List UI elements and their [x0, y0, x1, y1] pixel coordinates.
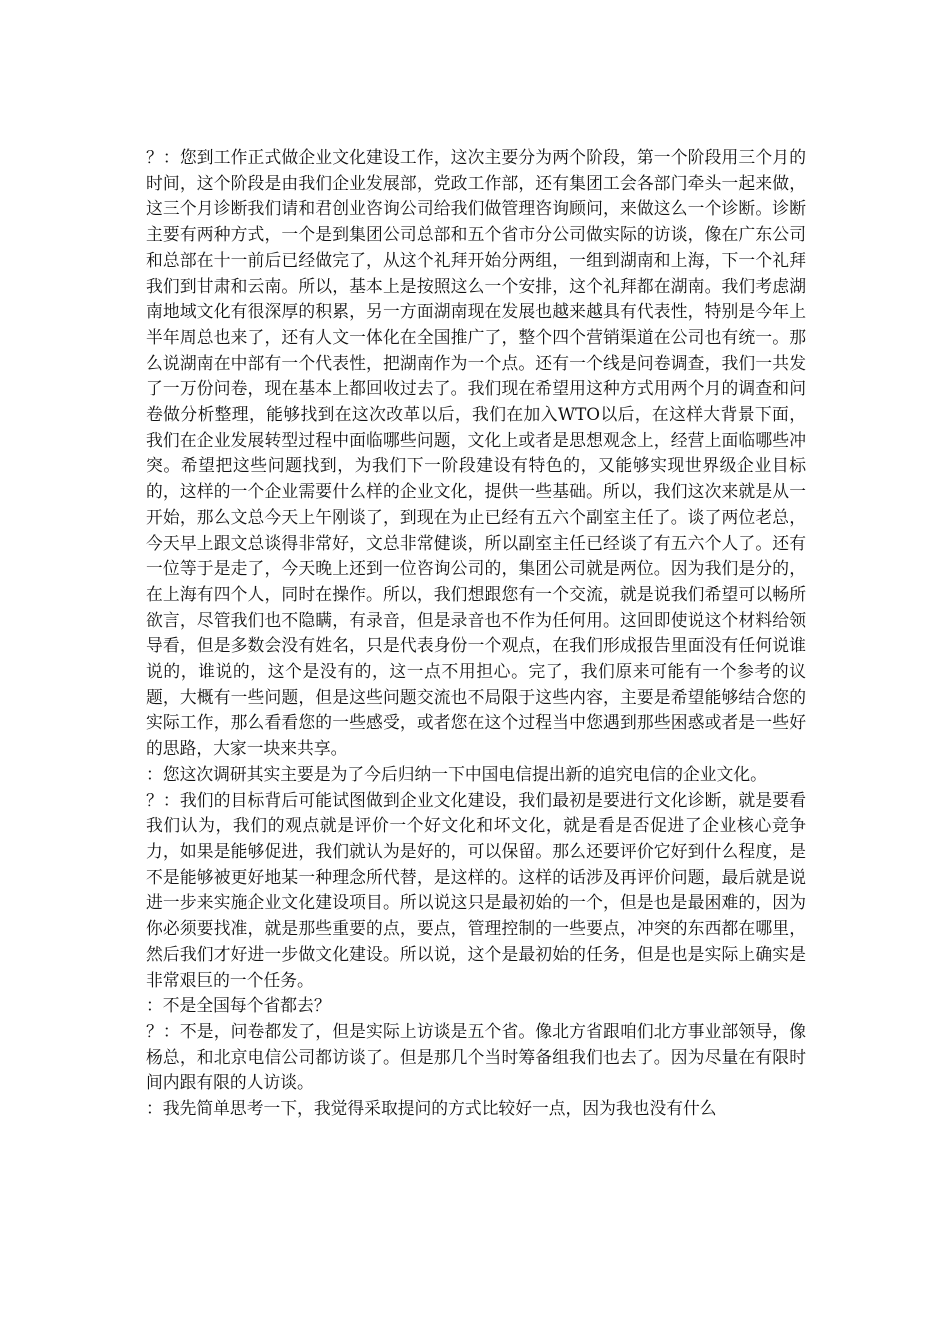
paragraph-interviewee-provinces: ：不是全国每个省都去？	[146, 995, 331, 1016]
paragraph-interviewer-intro: ？：您到工作正式做企业文化建设工作，这次主要分为两个阶段，第一个阶段用三个月的时间，这个阶段是由我们企业发展部，党政工作部，还有集团工会各部门牵头一起来做，这三个月诊断我们请和君创业咨询公司给我们做管理咨询顾问，来做这么一个诊断。诊断主要有两种方式，一个是到集团公司总部和五个省市分公司做实际的访谈，像在广东公司和总部在十一前后已经做完了，从这个礼拜开始分两组，一组到湖南和上海，下一个礼拜我们到甘肃和云南。所以，基本上是按照这么一个安排，这个礼拜都在湖南。我们考虑湖南地域文化有很深厚的积累，另一方面湖南现在发展也越来越具有代表性，特别是今年上半年周总也来了，还有人文一体化在全国推广了，整个四个营销渠道在公司也有统一。那么说湖南在中部有一个代表性，把湖南作为一个点。还有一个线是问卷调查，我们一共发了一万份问卷，现在基本上都回收过去了。我们现在希望用这种方式用两个月的调查和问卷做分析整理，能够找到在这次改革以后，我们在加入WTO以后，在这样大背景下面，我们在企业发展转型过程中面临哪些问题，文化上或者是思想观念上，经营上面临哪些冲突。希望把这些问题找到，为我们下一阶段建设有特色的，又能够实现世界级企业目标的，这样的一个企业需要什么样的企业文化，提供一些基础。所以，我们这次来就是从一开始，那么文总今天上午刚谈了，到现在为止已经有五六个副室主任了。谈了两位老总，今天早上跟文总谈得非常好，文总非常健谈，所以副室主任已经谈了有五六个人了。还有一位等于是走了，今天晚上还到一位咨询公司的，集团公司就是两位。因为我们是分的，在上海有四个人，同时在操作。所以，我们想跟您有一个交流，就是说我们希望可以畅所欲言，尽管我们也不隐瞒，有录音，但是录音也不作为任何用。这回即使说这个材料给领导看，但是多数会没有姓名，只是代表身份一个观点，在我们形成报告里面没有任何说谁说的，谁说的，这个是没有的，这一点不用担心。完了，我们原来可能有一个参考的议题，大概有一些问题，但是这些问题交流也不局限于这些内容，主要是希望能够结合您的实际工作，那么看看您的一些感受，或者您在这个过程当中您遇到那些困惑或者是一些好的思路，大家一块来共享。	[146, 147, 806, 759]
paragraph-interviewee-response: ：我先简单思考一下，我觉得采取提问的方式比较好一点，因为我也没有什么	[146, 1098, 717, 1119]
paragraph-interviewee-question: ：您这次调研其实主要是为了今后归纳一下中国电信提出新的追究电信的企业文化。	[146, 763, 767, 784]
paragraph-interviewer-provinces-answer: ？：不是，问卷都发了，但是实际上访谈是五个省。像北方省跟咱们北方事业部领导，像杨总，和北京电信公司都访谈了。但是那几个当时筹备组我们也去了。因为尽量在有限时间内跟有限的人访谈。	[146, 1020, 806, 1093]
document-body	[146, 145, 806, 1122]
paragraph-interviewer-goal: ？：我们的目标背后可能试图做到企业文化建设，我们最初是要进行文化诊断，就是要看我们认为，我们的观点就是评价一个好文化和坏文化，就是看是否促进了企业核心竞争力，如果是能够促进，我们就认为是好的，可以保留。那么还要评价它好到什么程度，是不是能够被更好地某一种理念所代替，是这样的。这样的话涉及再评价问题，最后就是说进一步来实施企业文化建设项目。所以说这只是最初始的一个，但是也是最困难的，因为你必须要找准，就是那些重要的点，要点，管理控制的一些要点，冲突的东西都在哪里，然后我们才好进一步做文化建设。所以说，这个是最初始的任务，但是也是实际上确实是非常艰巨的一个任务。	[146, 789, 806, 990]
